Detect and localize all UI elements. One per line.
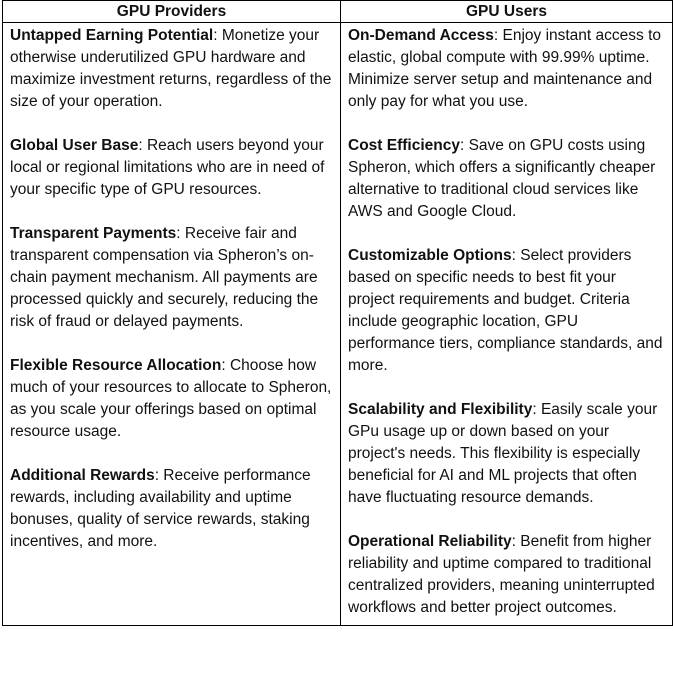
user-item-title: Scalability and Flexibility: [348, 401, 533, 418]
provider-item-title: Global User Base: [10, 137, 139, 154]
provider-item-title: Untapped Earning Potential: [10, 27, 214, 44]
user-item: [348, 245, 666, 377]
provider-item-text: : Reach users beyond your local or regional limitations who are in need of your specific type of GPU resources.: [10, 137, 325, 198]
provider-item: [10, 25, 334, 113]
provider-item-text: : Monetize your otherwise underutilized GPU hardware and maximize investment returns, regardless of the size of your operation.: [10, 27, 332, 110]
user-item: [348, 25, 666, 113]
user-item-title: Cost Efficiency: [348, 137, 460, 154]
provider-item-title: Transparent Payments: [10, 225, 177, 242]
provider-item-title: Additional Rewards: [10, 467, 155, 484]
comparison-table: [2, 0, 673, 626]
user-item-text: : Select providers based on specific needs to best fit your project requirements and budget. Criteria include geographic location, GPU performance tiers, compliance standards, and more.: [348, 247, 663, 374]
user-item-title: On-Demand Access: [348, 27, 494, 44]
user-item-text: : Benefit from higher reliability and uptime compared to traditional centralized providers, meaning uninterrupted workflows and better project outcomes.: [348, 533, 655, 616]
user-item-text: : Enjoy instant access to elastic, global compute with 99.99% uptime. Minimize server setup and maintenance and only pay for what you use.: [348, 27, 662, 110]
user-item-text: : Save on GPU costs using Spheron, which offers a significantly cheaper alternative to traditional cloud services like AWS and Google Cloud.: [348, 137, 656, 220]
user-item: [348, 135, 666, 223]
provider-item: [10, 465, 334, 553]
user-item-title: Operational Reliability: [348, 533, 512, 550]
user-item-text: : Easily scale your GPu usage up or down based on your project's needs. This flexibility is especially beneficial for AI and ML projects that often have fluctuating resource demands.: [348, 401, 658, 506]
header-gpu-users: GPU Users: [341, 1, 673, 23]
header-row: [3, 1, 673, 23]
provider-item-text: : Choose how much of your resources to allocate to Spheron, as you scale your offerings based on optimal resource usage.: [10, 357, 332, 440]
provider-item: [10, 355, 334, 443]
header-gpu-providers: GPU Providers: [3, 1, 341, 23]
user-item: [348, 399, 666, 509]
user-item-title: Customizable Options: [348, 247, 512, 264]
content-row: [3, 23, 673, 626]
provider-item-title: Flexible Resource Allocation: [10, 357, 222, 374]
provider-item-text: : Receive performance rewards, including availability and uptime bonuses, quality of service rewards, staking incentives, and more.: [10, 467, 311, 550]
provider-item: [10, 223, 334, 333]
provider-item: [10, 135, 334, 201]
users-cell: [341, 23, 673, 626]
providers-cell: [3, 23, 341, 626]
provider-item-text: : Receive fair and transparent compensation via Spheron’s on-chain payment mechanism. All payments are processed quickly and securely, reducing the risk of fraud or delayed payments.: [10, 225, 319, 330]
user-item: [348, 531, 666, 619]
